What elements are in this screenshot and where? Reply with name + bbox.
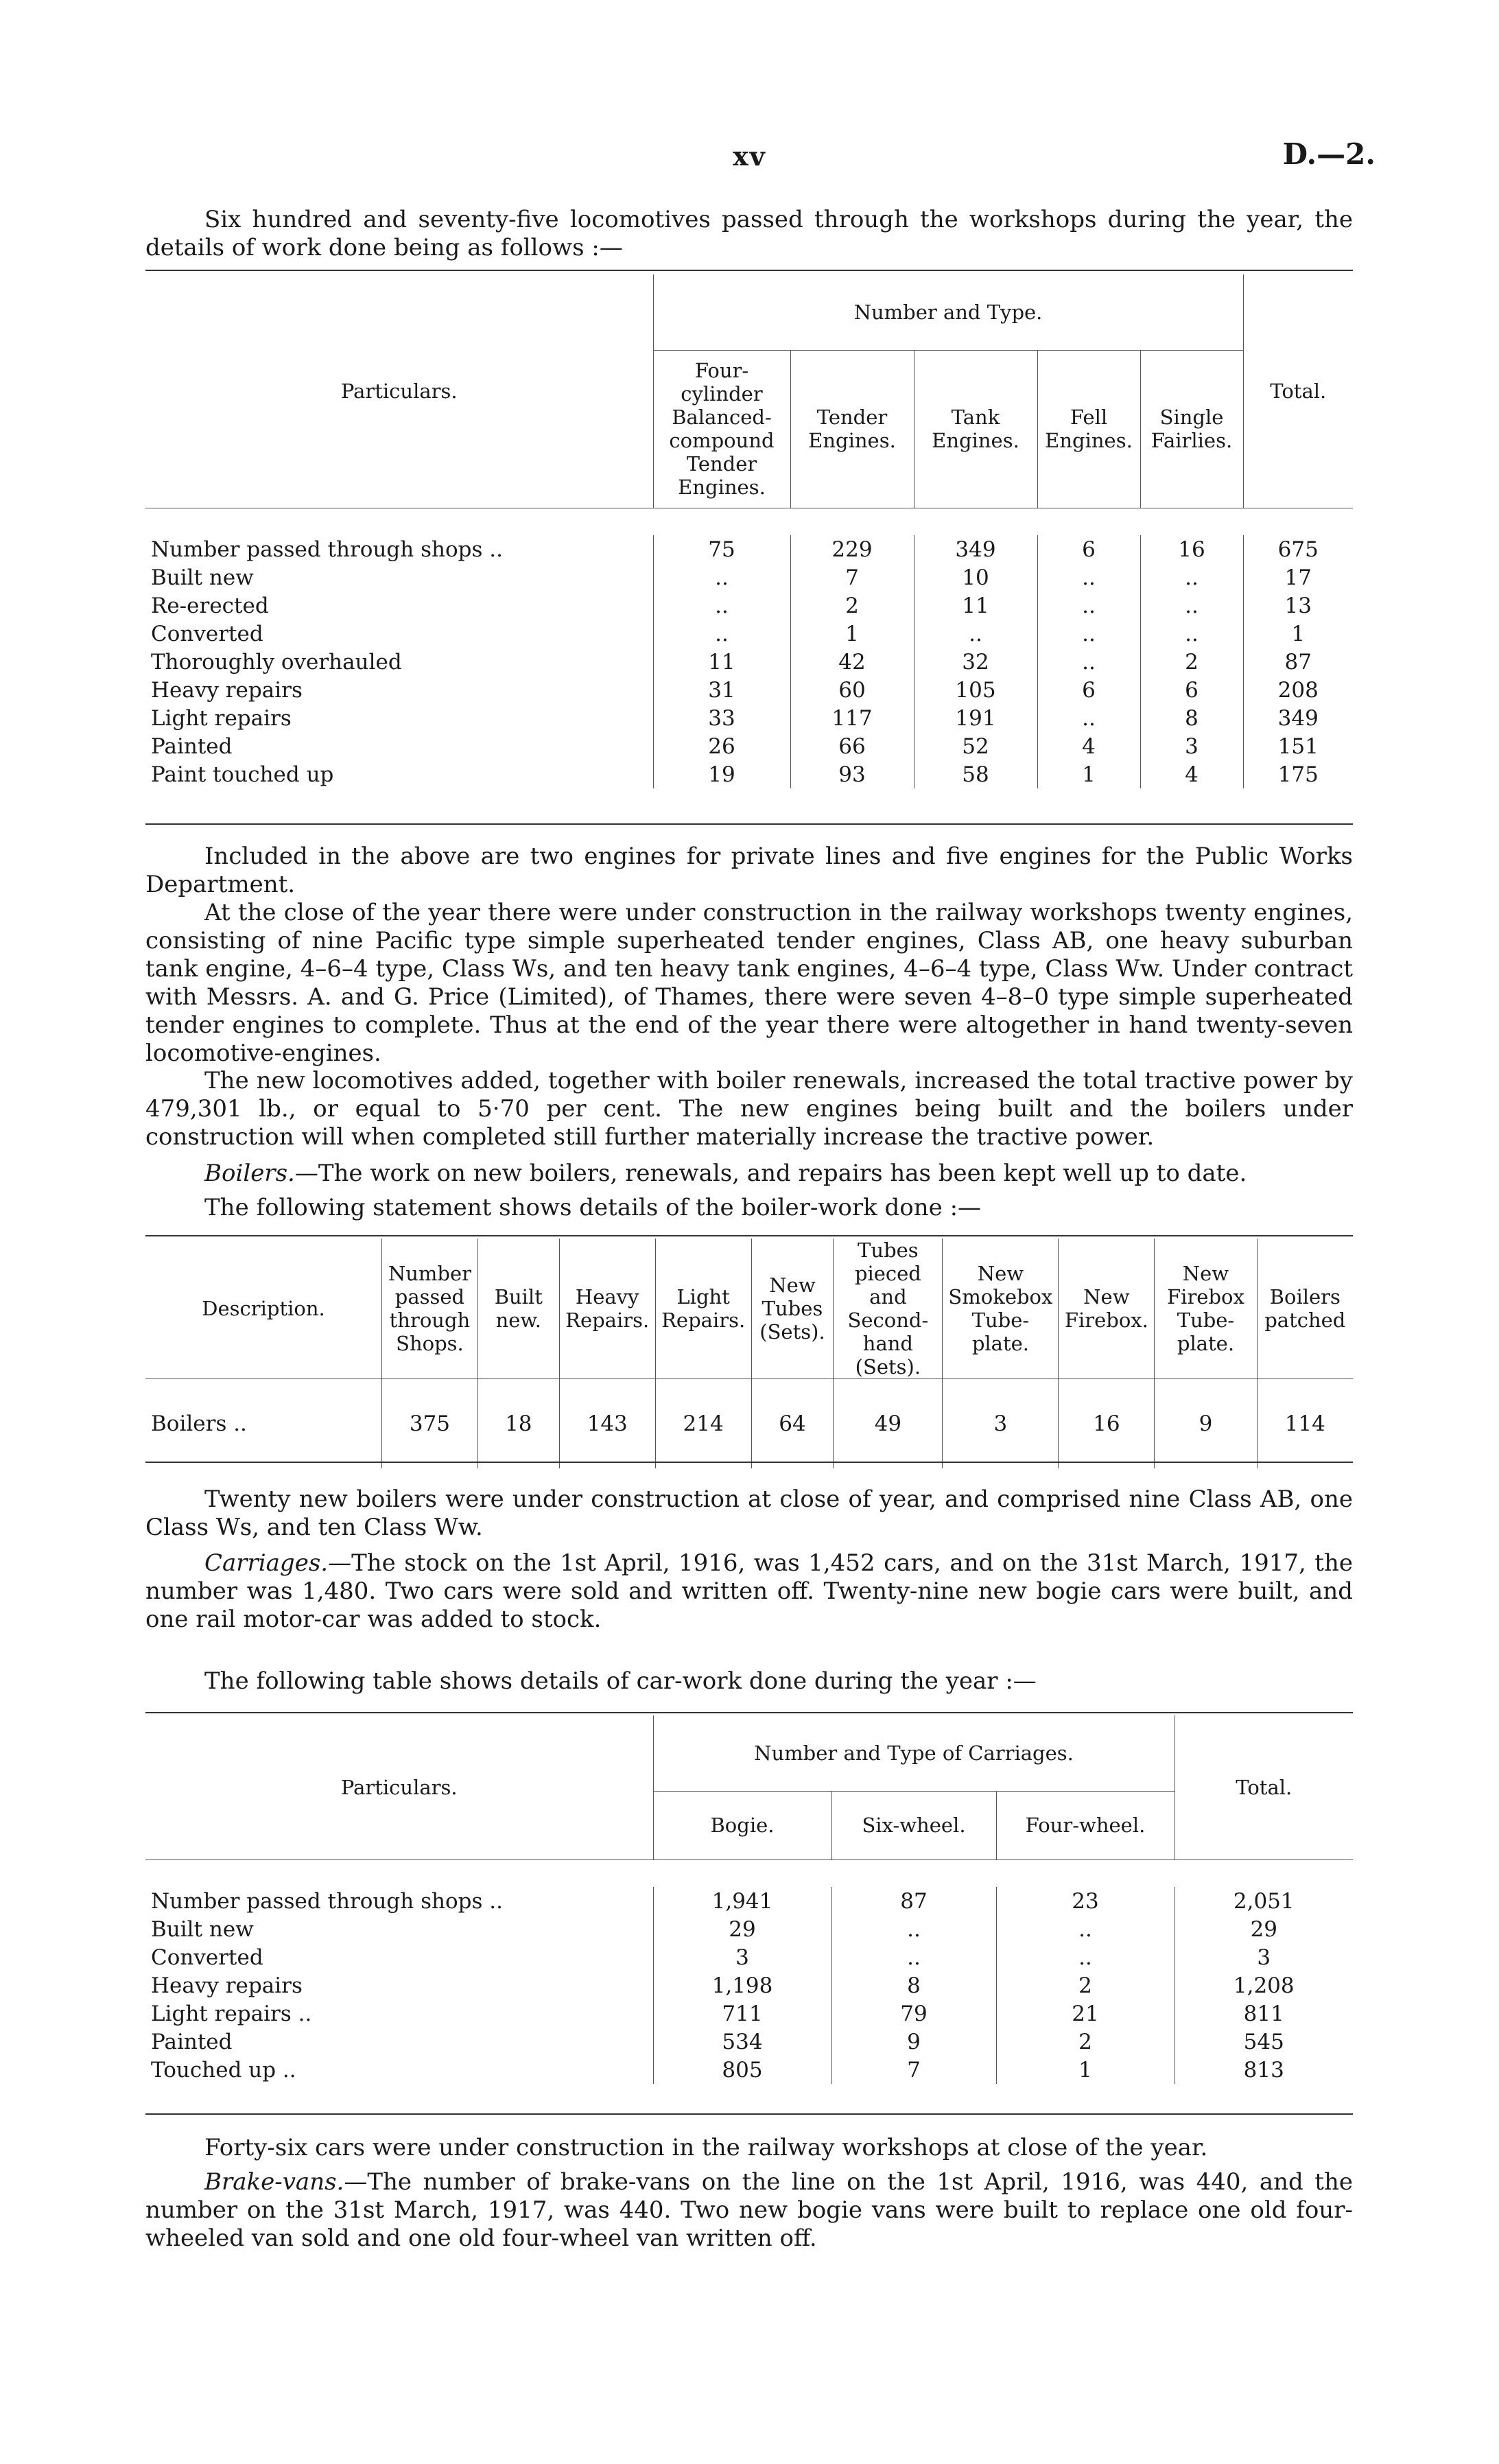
- cell: 1: [996, 2056, 1175, 2084]
- boiler-col-header: Description.: [202, 1297, 325, 1320]
- cell: ..: [996, 1915, 1175, 1943]
- car-col-header: Four-wheel.: [996, 1791, 1175, 1859]
- table-row: [145, 1999, 1353, 2028]
- table-row: [145, 2028, 1353, 2056]
- table-row: [145, 2056, 1353, 2084]
- cell: ..: [1037, 704, 1140, 732]
- row-label: Heavy repairs: [151, 1973, 303, 1998]
- row-label: Number passed through shops ..: [151, 537, 503, 562]
- cell: ..: [914, 620, 1037, 648]
- cell: 11: [653, 648, 790, 676]
- cell: ..: [1140, 591, 1243, 620]
- row-label: Number passed through shops ..: [151, 1888, 503, 1914]
- cell: 375: [381, 1379, 477, 1468]
- table-row: [145, 1943, 1353, 1971]
- cell: 29: [653, 1915, 831, 1943]
- boiler-col-header: Boilers patched: [1257, 1239, 1353, 1379]
- cell: 214: [655, 1379, 751, 1468]
- brake-vans-heading: Brake-vans.: [204, 2168, 344, 2196]
- car-table-intro-paragraph: The following table shows details of car-work done during the year :—: [204, 1667, 1037, 1695]
- cell: 52: [914, 732, 1037, 760]
- loco-table-bottom-rule: [145, 823, 1353, 825]
- cell: 4: [1037, 732, 1140, 760]
- row-label: Converted: [151, 1945, 263, 1970]
- cell: 8: [1140, 704, 1243, 732]
- construction-paragraph: At the close of the year there were under construction in the railway workshops twenty engines, consisting of nine Pacific type simple superheated tender engines, Class AB, one heavy suburban tank engine, 4–6–4 type, Class Ws, and ten heavy tank engines, 4–6–4 type, Class Ww. Under contract with Messrs. A. and G. Price (Limited), of Thames, there were seven 4–8–0 type simple superheated tender engines to complete. Thus at the end of the year there were altogether in hand twenty-seven locomotive-engines.: [145, 899, 1353, 1067]
- cell: 11: [914, 591, 1037, 620]
- cell: ..: [653, 620, 790, 648]
- cell: 6: [1037, 535, 1140, 563]
- cell: 208: [1243, 676, 1353, 704]
- cell: 79: [831, 1999, 996, 2028]
- car-table-top-rule: [145, 1712, 1353, 1713]
- cell: 17: [1243, 563, 1353, 591]
- car-total-header: Total.: [1175, 1715, 1353, 1859]
- cell: 811: [1175, 1999, 1353, 2028]
- boiler-col-header: Tubes pieced and Second-hand (Sets).: [834, 1239, 943, 1379]
- cell: 175: [1243, 760, 1353, 788]
- cell: ..: [831, 1915, 996, 1943]
- row-label: Painted: [151, 734, 233, 759]
- cell: 7: [790, 563, 914, 591]
- cell: 8: [831, 1971, 996, 1999]
- cell: 3: [1140, 732, 1243, 760]
- cell: 711: [653, 1999, 831, 2028]
- boiler-col-header: New Tubes (Sets).: [751, 1239, 834, 1379]
- intro-paragraph: Six hundred and seventy-five locomotives passed through the workshops during the year, the details of work done being as follows :—: [145, 206, 1353, 261]
- car-col-header: Six-wheel.: [831, 1791, 996, 1859]
- boilers-paragraph: [145, 1160, 1353, 1188]
- cell: 1: [1243, 620, 1353, 648]
- cell: ..: [831, 1943, 996, 1971]
- table-row: [145, 648, 1353, 676]
- row-label: Built new: [151, 1916, 254, 1942]
- cell: 26: [653, 732, 790, 760]
- cell: 1,941: [653, 1887, 831, 1915]
- cell: 2: [996, 1971, 1175, 1999]
- cell: 3: [1175, 1943, 1353, 1971]
- boiler-table-bottom-rule: [145, 1462, 1353, 1463]
- cell: 3: [943, 1379, 1059, 1468]
- cell: 545: [1175, 2028, 1353, 2056]
- cell: 349: [1243, 704, 1353, 732]
- cell: 2,051: [1175, 1887, 1353, 1915]
- table-row: [145, 732, 1353, 760]
- cell: 42: [790, 648, 914, 676]
- cell: 229: [790, 535, 914, 563]
- cell: 4: [1140, 760, 1243, 788]
- cell: 805: [653, 2056, 831, 2084]
- cell: 6: [1140, 676, 1243, 704]
- cell: 114: [1257, 1379, 1353, 1468]
- boiler-col-header: Number passed through Shops.: [381, 1239, 477, 1379]
- carriage-table: [145, 1715, 1353, 2084]
- boiler-statement-paragraph: The following statement shows details of the boiler-work done :—: [204, 1194, 982, 1221]
- cell: 3: [653, 1943, 831, 1971]
- cell: 58: [914, 760, 1037, 788]
- boiler-table: [145, 1239, 1353, 1468]
- cell: 16: [1059, 1379, 1155, 1468]
- loco-table-top-rule: [145, 270, 1353, 271]
- cell: 675: [1243, 535, 1353, 563]
- boiler-table-top-rule: [145, 1235, 1353, 1236]
- cell: 13: [1243, 591, 1353, 620]
- row-label: Light repairs ..: [151, 2001, 312, 2026]
- car-particulars-header: Particulars.: [340, 1775, 458, 1799]
- cell: 19: [653, 760, 790, 788]
- table-row: [145, 1379, 1353, 1468]
- car-table-bottom-rule: [145, 2113, 1353, 2115]
- cell: ..: [1037, 648, 1140, 676]
- row-label: Thoroughly overhauled: [151, 649, 402, 674]
- cell: 32: [914, 648, 1037, 676]
- loco-col-header: Single Fairlies.: [1140, 350, 1243, 508]
- loco-group-header: Number and Type.: [653, 274, 1243, 350]
- table-row: [145, 1971, 1353, 1999]
- boilers-text: —The work on new boilers, renewals, and repairs has been kept well up to date.: [294, 1160, 1247, 1187]
- cell: 7: [831, 2056, 996, 2084]
- cell: 23: [996, 1887, 1175, 1915]
- boiler-col-header: Light Repairs.: [655, 1239, 751, 1379]
- cell: 87: [1243, 648, 1353, 676]
- cell: 16: [1140, 535, 1243, 563]
- loco-col-header: Fell Engines.: [1037, 350, 1140, 508]
- table-row: [145, 620, 1353, 648]
- row-label: Built new: [151, 565, 254, 590]
- cell: 75: [653, 535, 790, 563]
- cell: 534: [653, 2028, 831, 2056]
- cell: 105: [914, 676, 1037, 704]
- row-label: Converted: [151, 621, 263, 646]
- table-row: [145, 563, 1353, 591]
- document-reference: D.—2.: [1282, 137, 1376, 171]
- row-label: Heavy repairs: [151, 677, 303, 703]
- forty-six-cars-paragraph: Forty-six cars were under construction in the railway workshops at close of the year.: [204, 2134, 1208, 2161]
- cell: 143: [559, 1379, 655, 1468]
- cell: 10: [914, 563, 1037, 591]
- cell: 9: [831, 2028, 996, 2056]
- boiler-col-header: New Smokebox Tube-plate.: [943, 1239, 1059, 1379]
- cell: 66: [790, 732, 914, 760]
- brake-vans-paragraph: [145, 2168, 1353, 2253]
- carriages-heading: Carriages.: [204, 1549, 329, 1577]
- cell: 151: [1243, 732, 1353, 760]
- cell: 117: [790, 704, 914, 732]
- cell: 31: [653, 676, 790, 704]
- boiler-col-header: Built new.: [477, 1239, 559, 1379]
- cell: 87: [831, 1887, 996, 1915]
- cell: 9: [1155, 1379, 1257, 1468]
- carriages-text: —The stock on the 1st April, 1916, was 1,452 cars, and on the 31st March, 1917, the number was 1,480. Two cars were sold and written off. Twenty-nine new bogie cars were built, and one rail motor-car was added to stock.: [145, 1549, 1353, 1633]
- row-label: Touched up ..: [151, 2057, 296, 2082]
- cell: ..: [1037, 591, 1140, 620]
- cell: 191: [914, 704, 1037, 732]
- cell: 1,198: [653, 1971, 831, 1999]
- loco-col-header: Tender Engines.: [790, 350, 914, 508]
- boilers-heading: Boilers.: [204, 1160, 295, 1187]
- cell: 93: [790, 760, 914, 788]
- row-label: Boilers ..: [151, 1411, 247, 1436]
- cell: ..: [653, 591, 790, 620]
- car-group-header: Number and Type of Carriages.: [653, 1715, 1175, 1791]
- new-boilers-paragraph: Twenty new boilers were under construction at close of year, and comprised nine Class AB, one Class Ws, and ten Class Ww.: [145, 1486, 1353, 1541]
- cell: 349: [914, 535, 1037, 563]
- table-row: [145, 676, 1353, 704]
- row-label: Re-erected: [151, 593, 269, 618]
- cell: 1: [1037, 760, 1140, 788]
- cell: 1,208: [1175, 1971, 1353, 1999]
- table-row: [145, 1887, 1353, 1915]
- row-label: Light repairs: [151, 705, 292, 731]
- cell: 1: [790, 620, 914, 648]
- cell: 6: [1037, 676, 1140, 704]
- cell: 2: [996, 2028, 1175, 2056]
- cell: ..: [996, 1943, 1175, 1971]
- boiler-col-header: Heavy Repairs.: [559, 1239, 655, 1379]
- table-row: [145, 704, 1353, 732]
- cell: 18: [477, 1379, 559, 1468]
- cell: 813: [1175, 2056, 1353, 2084]
- cell: 2: [790, 591, 914, 620]
- cell: 29: [1175, 1915, 1353, 1943]
- table-row: [145, 591, 1353, 620]
- loco-col-header: Tank Engines.: [914, 350, 1037, 508]
- page-number: xv: [733, 141, 766, 172]
- cell: ..: [1037, 563, 1140, 591]
- tractive-paragraph: The new locomotives added, together with boiler renewals, increased the total tractive power by 479,301 lb., or equal to 5·70 per cent. The new engines being built and the boilers under construction will when completed still further materially increase the tractive power.: [145, 1067, 1353, 1151]
- cell: 33: [653, 704, 790, 732]
- cell: 60: [790, 676, 914, 704]
- locomotive-table: [145, 274, 1353, 788]
- row-label: Paint touched up: [151, 762, 334, 787]
- cell: ..: [653, 563, 790, 591]
- cell: 49: [834, 1379, 943, 1468]
- cell: ..: [1037, 620, 1140, 648]
- cell: 64: [751, 1379, 834, 1468]
- cell: ..: [1140, 563, 1243, 591]
- cell: 2: [1140, 648, 1243, 676]
- table-row: [145, 760, 1353, 788]
- private-lines-paragraph: Included in the above are two engines for private lines and five engines for the Public Works Department.: [145, 843, 1353, 898]
- boiler-col-header: New Firebox.: [1059, 1239, 1155, 1379]
- boiler-col-header: New Firebox Tube-plate.: [1155, 1239, 1257, 1379]
- row-label: Painted: [151, 2029, 233, 2054]
- carriages-paragraph: [145, 1549, 1353, 1634]
- loco-particulars-header: Particulars.: [340, 379, 458, 403]
- cell: ..: [1140, 620, 1243, 648]
- table-row: [145, 1915, 1353, 1943]
- table-row: [145, 535, 1353, 563]
- car-col-header: Bogie.: [653, 1791, 831, 1859]
- brake-vans-text: —The number of brake-vans on the line on the 1st April, 1916, was 440, and the number on the 31st March, 1917, was 440. Two new bogie vans were built to replace one old four-wheeled van sold and one old four-wheel van written off.: [145, 2168, 1353, 2252]
- loco-col-header: Four-cylinder Balanced-compound Tender Engines.: [653, 350, 790, 508]
- loco-total-header: Total.: [1243, 274, 1353, 508]
- cell: 21: [996, 1999, 1175, 2028]
